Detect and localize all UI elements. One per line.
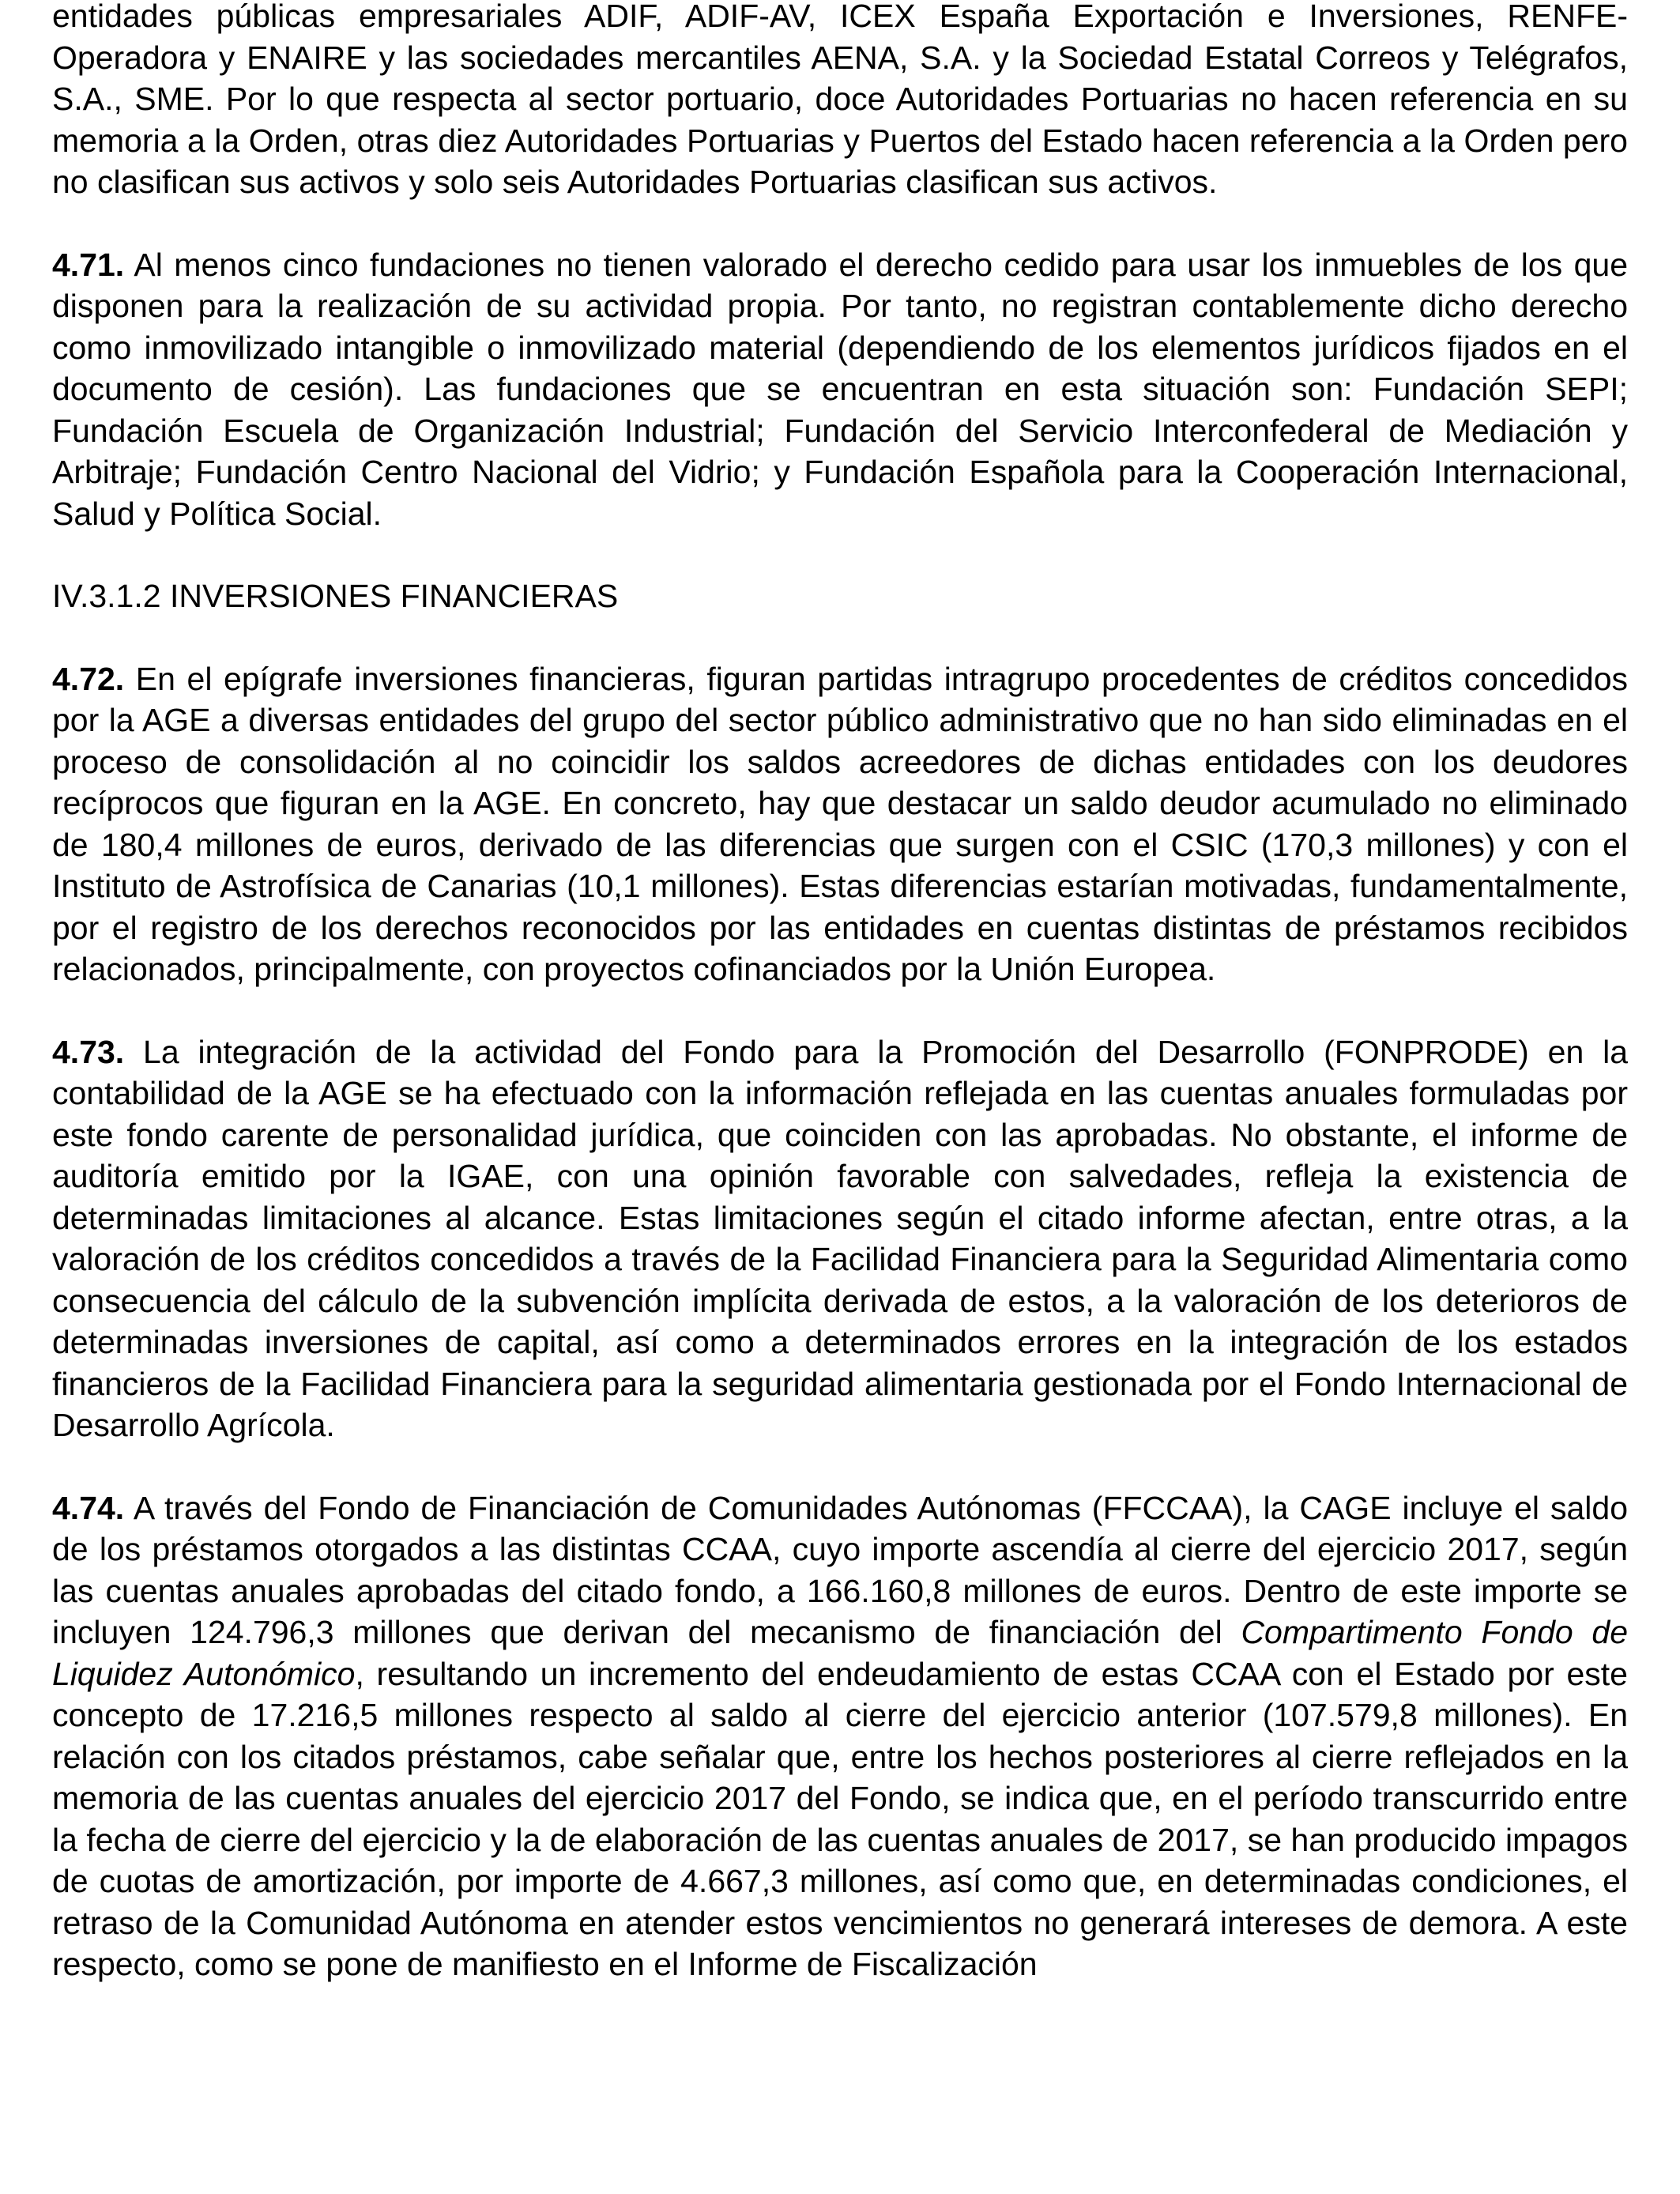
paragraph-text: entidades públicas empresariales ADIF, ADIF-AV, ICEX España Exportación e Inversiones, RENFE-Operadora y ENAIRE y las sociedades mercantiles AENA, S.A. y la Sociedad Estatal Correos y Telégrafos, S.A., SME. Por lo que respecta al sector portuario, doce Autoridades Portuarias no hacen referencia en su memoria a la Orden, otras diez Autoridades Portuarias y Puertos del Estado hacen referencia a la Orden pero no clasifican sus activos y solo seis Autoridades Portuarias clasifican sus activos.: [52, 0, 1628, 200]
paragraph-4-71: [52, 244, 1628, 535]
paragraph-italic-text: Compartimento Fondo de Liquidez Autonómico: [52, 1614, 1628, 1692]
paragraph-number: 4.71.: [52, 246, 125, 283]
paragraph-number: 4.72.: [52, 660, 125, 697]
paragraph-number: 4.74.: [52, 1489, 125, 1526]
paragraph-text: Al menos cinco fundaciones no tienen valorado el derecho cedido para usar los inmuebles de los que disponen para la realización de su actividad propia. Por tanto, no registran contablemente dicho derecho como inmovilizado intangible o inmovilizado material (dependiendo de los elementos jurídicos fijados en el documento de cesión). Las fundaciones que se encuentran en esta situación son: Fundación SEPI; Fundación Escuela de Organización Industrial; Fundación del Servicio Interconfederal de Mediación y Arbitraje; Fundación Centro Nacional del Vidrio; y Fundación Española para la Cooperación Internacional, Salud y Política Social.: [52, 246, 1628, 532]
section-heading: IV.3.1.2 INVERSIONES FINANCIERAS: [52, 578, 619, 614]
paragraph-4-73: [52, 1031, 1628, 1446]
paragraph-continuation: [52, 0, 1628, 203]
paragraph-text: A través del Fondo de Financiación de Comunidades Autónomas (FFCCAA), la CAGE incluye el saldo de los préstamos otorgados a las distintas CCAA, cuyo importe ascendía al cierre del ejercicio 2017, según las cuentas anuales aprobadas del citado fondo, a 166.160,8 millones de euros. Dentro de este importe se incluyen 124.796,3 millones que derivan del mecanismo de financiación del: [52, 1489, 1628, 1650]
paragraph-text: La integración de la actividad del Fondo para la Promoción del Desarrollo (FONPRODE) en la contabilidad de la AGE se ha efectuado con la información reflejada en las cuentas anuales formuladas por este fondo carente de personalidad jurídica, que coinciden con las aprobadas. No obstante, el informe de auditoría emitido por la IGAE, con una opinión favorable con salvedades, refleja la existencia de determinadas limitaciones al alcance. Estas limitaciones según el citado informe afectan, entre otras, a la valoración de los créditos concedidos a través de la Facilidad Financiera para la Seguridad Alimentaria como consecuencia del cálculo de la subvención implícita derivada de estos, a la valoración de los deterioros de determinadas inversiones de capital, así como a determinados errores en la integración de los estados financieros de la Facilidad Financiera para la seguridad alimentaria gestionada por el Fondo Internacional de Desarrollo Agrícola.: [52, 1033, 1628, 1443]
paragraph-text: , resultando un incremento del endeudamiento de estas CCAA con el Estado por este concepto de 17.216,5 millones respecto al saldo al cierre del ejercicio anterior (107.579,8 millones). En relación con los citados préstamos, cabe señalar que, entre los hechos posteriores al cierre reflejados en la memoria de las cuentas anuales del ejercicio 2017 del Fondo, se indica que, en el período transcurrido entre la fecha de cierre del ejercicio y la de elaboración de las cuentas anuales de 2017, se han producido impagos de cuotas de amortización, por importe de 4.667,3 millones, así como que, en determinadas condiciones, el retraso de la Comunidad Autónoma en atender estos vencimientos no generará intereses de demora. A este respecto, como se pone de manifiesto en el Informe de Fiscalización: [52, 1655, 1628, 1982]
paragraph-number: 4.73.: [52, 1033, 125, 1070]
paragraph-text: En el epígrafe inversiones financieras, figuran partidas intragrupo procedentes de créditos concedidos por la AGE a diversas entidades del grupo del sector público administrativo que no han sido eliminadas en el proceso de consolidación al no coincidir los saldos acreedores de dichas entidades con los deudores recíprocos que figuran en la AGE. En concreto, hay que destacar un saldo deudor acumulado no eliminado de 180,4 millones de euros, derivado de las diferencias que surgen con el CSIC (170,3 millones) y con el Instituto de Astrofísica de Canarias (10,1 millones). Estas diferencias estarían motivadas, fundamentalmente, por el registro de los derechos reconocidos por las entidades en cuentas distintas de préstamos recibidos relacionados, principalmente, con proyectos cofinanciados por la Unión Europea.: [52, 660, 1628, 987]
paragraph-4-72: [52, 658, 1628, 990]
paragraph-4-74: [52, 1487, 1628, 1985]
